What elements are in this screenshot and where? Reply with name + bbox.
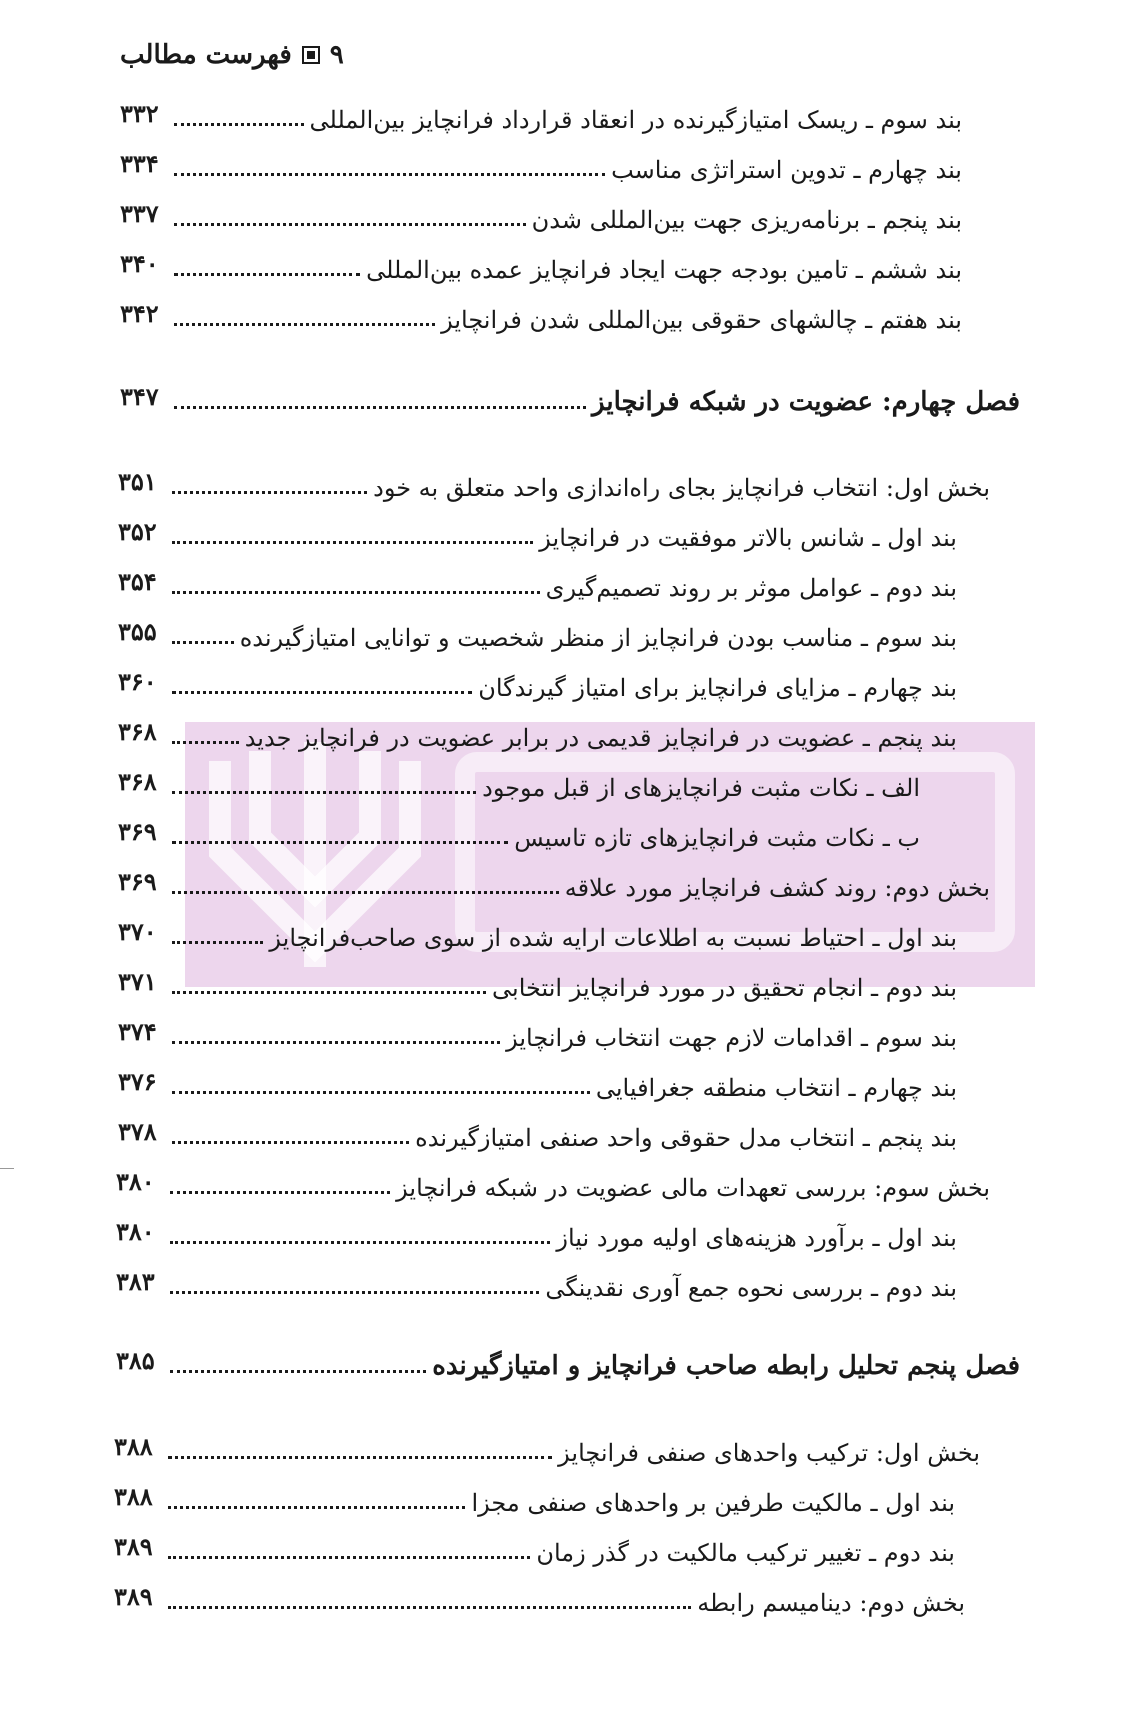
- dot-leader: [174, 173, 605, 176]
- toc-entry-title: بخش دوم: دینامیسم رابطه: [697, 1589, 965, 1617]
- dot-leader: [172, 541, 533, 544]
- chapter-title: فصل پنجم تحلیل رابطه صاحب فرانچایز و امتیازگیرنده: [432, 1351, 1020, 1381]
- dot-leader: [168, 1606, 691, 1609]
- toc-entry-title: بند سوم ـ ریسک امتیازگیرنده در انعقاد قرارداد فرانچایز بین‌المللی: [309, 106, 962, 134]
- toc-page-number: ۳۴۲: [120, 299, 159, 328]
- toc-entry: [0, 1533, 1145, 1573]
- toc-entry: [0, 918, 1145, 958]
- dot-leader: [172, 841, 508, 844]
- toc-entry-title: بخش اول: انتخاب فرانچایز بجای راه‌اندازی واحد متعلق به خود: [373, 474, 990, 502]
- dot-leader: [170, 1370, 426, 1373]
- toc-entry-title: بند اول ـ شانس بالاتر موفقیت در فرانچایز: [539, 524, 957, 552]
- toc-page-number: ۳۴۰: [120, 249, 159, 278]
- dot-leader: [172, 891, 559, 894]
- toc-entry: [0, 1018, 1145, 1058]
- toc-entry-title: ب ـ نکات مثبت فرانچایزهای تازه تاسیس: [514, 824, 920, 852]
- dot-leader: [172, 791, 476, 794]
- toc-entry-title: بند سوم ـ مناسب بودن فرانچایز از منظر شخصیت و توانایی امتیازگیرنده: [239, 624, 957, 652]
- toc-page-number: ۳۳۷: [120, 199, 159, 228]
- toc-entry-title: بخش دوم: روند کشف فرانچایز مورد علاقه: [564, 874, 990, 902]
- dot-leader: [174, 123, 304, 126]
- toc-page-number: ۳۵۴: [118, 567, 157, 596]
- toc-page-number: ۳۶۹: [118, 867, 157, 896]
- toc-entry-title: بند پنجم ـ برنامه‌ریزی جهت بین‌المللی شدن: [531, 206, 962, 234]
- toc-subentry: [0, 768, 1145, 808]
- toc-entry-title: بند پنجم ـ عضویت در فرانچایز قدیمی در برابر عضویت در فرانچایز جدید: [244, 724, 957, 752]
- toc-entry-title: بند اول ـ مالکیت طرفین بر واحدهای صنفی مجزا: [471, 1489, 955, 1517]
- toc-entry-title: بند چهارم ـ انتخاب منطقه جغرافیایی: [595, 1074, 957, 1102]
- toc-page-number: ۳۸۹: [114, 1532, 153, 1561]
- page-title: فهرست مطالب: [120, 40, 292, 70]
- toc-entry: [0, 568, 1145, 608]
- page-number: ۹: [329, 40, 344, 70]
- toc-entry-title: بند هفتم ـ چالشهای حقوقی بین‌المللی شدن فرانچایز: [441, 306, 962, 334]
- dot-leader: [170, 1241, 550, 1244]
- dot-leader: [174, 223, 526, 226]
- dot-leader: [172, 691, 472, 694]
- toc-section: [0, 468, 1145, 508]
- toc-page-number: ۳۴۷: [120, 382, 159, 411]
- toc-entry-title: بند اول ـ احتیاط نسبت به اطلاعات ارایه شده از سوی صاحب‌فرانچایز: [269, 924, 957, 952]
- toc-chapter: [0, 1347, 1145, 1387]
- dot-leader: [172, 641, 234, 644]
- toc-entry: [0, 200, 1145, 240]
- toc-page-number: ۳۷۰: [118, 917, 157, 946]
- toc-entry: [0, 1483, 1145, 1523]
- toc-page-number: ۳۸۸: [114, 1432, 153, 1461]
- dot-leader: [172, 491, 367, 494]
- chapter-title: فصل چهارم: عضویت در شبکه فرانچایز: [592, 387, 1020, 417]
- dot-leader: [174, 406, 586, 409]
- toc-entry-title: بند ششم ـ تامین بودجه جهت ایجاد فرانچایز عمده بین‌المللی: [366, 256, 962, 284]
- dot-leader: [170, 1291, 539, 1294]
- toc-entry-title: بند دوم ـ تغییر ترکیب مالکیت در گذر زمان: [536, 1539, 955, 1567]
- toc-section: [0, 1583, 1145, 1623]
- toc-section: [0, 1168, 1145, 1208]
- dot-leader: [172, 1141, 409, 1144]
- toc-page-number: ۳۶۸: [118, 717, 157, 746]
- toc-entry-title: بند دوم ـ بررسی نحوه جمع آوری نقدینگی: [545, 1274, 957, 1302]
- toc-entry: [0, 518, 1145, 558]
- toc-entry: [0, 1068, 1145, 1108]
- toc-entry: [0, 300, 1145, 340]
- toc-page-number: ۳۸۹: [114, 1582, 153, 1611]
- toc-entry-title: بخش اول: ترکیب واحدهای صنفی فرانچایز: [558, 1439, 980, 1467]
- toc-entry-title: بند اول ـ برآورد هزینه‌های اولیه مورد نیاز: [556, 1224, 957, 1252]
- dot-leader: [168, 1456, 552, 1459]
- toc-entry: [0, 250, 1145, 290]
- toc-entry-title: بند چهارم ـ مزایای فرانچایز برای امتیاز گیرندگان: [478, 674, 957, 702]
- toc-page-number: ۳۷۴: [118, 1017, 157, 1046]
- toc-page-number: ۳۷۶: [118, 1067, 157, 1096]
- toc-section: [0, 868, 1145, 908]
- toc-entry: [0, 1118, 1145, 1158]
- toc-entry-title: بند دوم ـ انجام تحقیق در مورد فرانچایز انتخابی: [492, 974, 957, 1002]
- toc-page-number: ۳۷۱: [118, 967, 157, 996]
- toc-entry-title: بند سوم ـ اقدامات لازم جهت انتخاب فرانچایز: [506, 1024, 957, 1052]
- dot-leader: [172, 741, 239, 744]
- toc-section: [0, 1433, 1145, 1473]
- dot-leader: [168, 1506, 465, 1509]
- dot-leader: [172, 1041, 500, 1044]
- dot-leader: [174, 273, 360, 276]
- toc-page-number: ۳۸۰: [116, 1217, 155, 1246]
- toc-entry-title: بخش سوم: بررسی تعهدات مالی عضویت در شبکه فرانچایز: [396, 1174, 990, 1202]
- toc-subentry: [0, 818, 1145, 858]
- toc-page-number: ۳۸۳: [116, 1267, 155, 1296]
- toc-page-number: ۳۸۵: [116, 1346, 155, 1375]
- toc-entry: [0, 1218, 1145, 1258]
- dot-leader: [168, 1556, 530, 1559]
- toc-entry-title: بند چهارم ـ تدوین استراتژی مناسب: [611, 156, 962, 184]
- toc-entry-title: بند پنجم ـ انتخاب مدل حقوقی واحد صنفی امتیازگیرنده: [415, 1124, 957, 1152]
- toc-page-number: ۳۵۵: [118, 617, 157, 646]
- toc-page-number: ۳۶۸: [118, 767, 157, 796]
- toc-entry: [0, 718, 1145, 758]
- toc-entry: [0, 150, 1145, 190]
- toc-page-number: ۳۷۸: [118, 1117, 157, 1146]
- toc-page-number: ۳۶۹: [118, 817, 157, 846]
- toc-page-number: ۳۵۲: [118, 517, 157, 546]
- toc-chapter: [0, 383, 1145, 423]
- toc-entry: [0, 1268, 1145, 1308]
- toc-entry: [0, 618, 1145, 658]
- toc-page-number: ۳۳۴: [120, 149, 159, 178]
- dot-leader: [172, 991, 486, 994]
- toc-page-number: ۳۸۰: [116, 1167, 155, 1196]
- dot-leader: [172, 591, 540, 594]
- toc-entry: [0, 968, 1145, 1008]
- dot-leader: [172, 1091, 590, 1094]
- dot-leader: [170, 1191, 390, 1194]
- toc-entry-title: الف ـ نکات مثبت فرانچایزهای از قبل موجود: [482, 774, 920, 802]
- toc-entry: [0, 668, 1145, 708]
- toc-page-number: ۳۶۰: [118, 667, 157, 696]
- toc-page-number: ۳۸۸: [114, 1482, 153, 1511]
- toc-entry-title: بند دوم ـ عوامل موثر بر روند تصمیم‌گیری: [545, 574, 957, 602]
- dot-leader: [174, 323, 435, 326]
- dot-leader: [172, 941, 263, 944]
- toc-page-number: ۳۵۱: [118, 467, 157, 496]
- toc-page-number: ۳۳۲: [120, 99, 159, 128]
- toc-entry: [0, 100, 1145, 140]
